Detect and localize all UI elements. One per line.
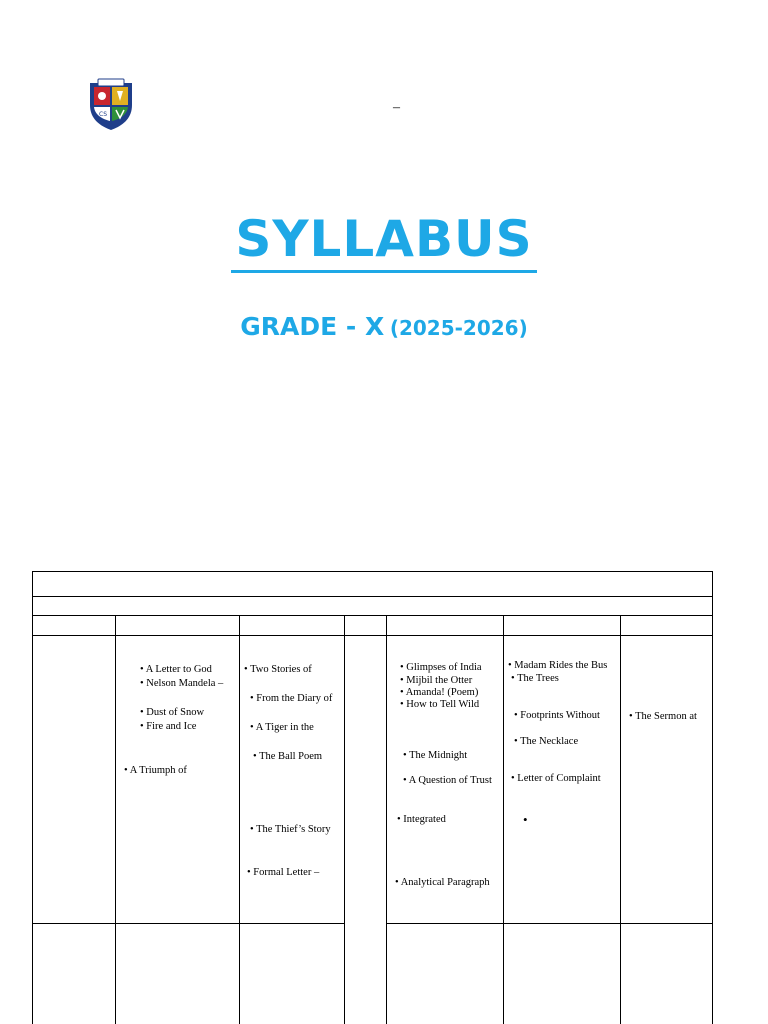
list-item: • Madam Rides the Bus bbox=[508, 660, 608, 671]
svg-text:CS: CS bbox=[99, 111, 107, 118]
list-item: • From the Diary of bbox=[250, 693, 333, 704]
list-item: • A Letter to God bbox=[140, 664, 212, 675]
list-item: • Formal Letter – bbox=[247, 867, 320, 878]
list-item: • The Necklace bbox=[514, 736, 579, 747]
list-item: • Letter of Complaint bbox=[511, 773, 601, 784]
list-item: • Fire and Ice bbox=[140, 721, 197, 732]
list-item: • Nelson Mandela – bbox=[140, 678, 224, 689]
list-item: • The Ball Poem bbox=[253, 751, 323, 762]
list-item: • The Midnight bbox=[403, 750, 468, 761]
list-item: • The Thief’s Story bbox=[250, 824, 331, 835]
list-item: • How to Tell Wild bbox=[400, 699, 480, 710]
list-item: • Two Stories of bbox=[244, 664, 312, 675]
list-item: • Glimpses of India bbox=[400, 662, 482, 673]
list-item: • Integrated bbox=[397, 814, 446, 825]
list-item: • A Triumph of bbox=[124, 765, 187, 776]
list-item-empty-bullet: • bbox=[523, 812, 528, 827]
grade-label: GRADE - X bbox=[240, 312, 385, 341]
list-item: • Dust of Snow bbox=[140, 707, 205, 718]
list-item: • Amanda! (Poem) bbox=[400, 687, 479, 698]
list-item: • A Tiger in the bbox=[250, 722, 314, 733]
page-title: SYLLABUS bbox=[231, 210, 536, 273]
list-item: • Analytical Paragraph bbox=[395, 877, 490, 888]
year-label: (2025-2026) bbox=[389, 316, 528, 340]
list-item: • A Question of Trust bbox=[403, 775, 492, 786]
list-item: • The Trees bbox=[511, 673, 559, 684]
list-item: • Mijbil the Otter bbox=[400, 675, 473, 686]
header-dash: – bbox=[393, 100, 400, 115]
list-item: • Footprints Without bbox=[514, 710, 600, 721]
list-item: • The Sermon at bbox=[629, 711, 697, 722]
